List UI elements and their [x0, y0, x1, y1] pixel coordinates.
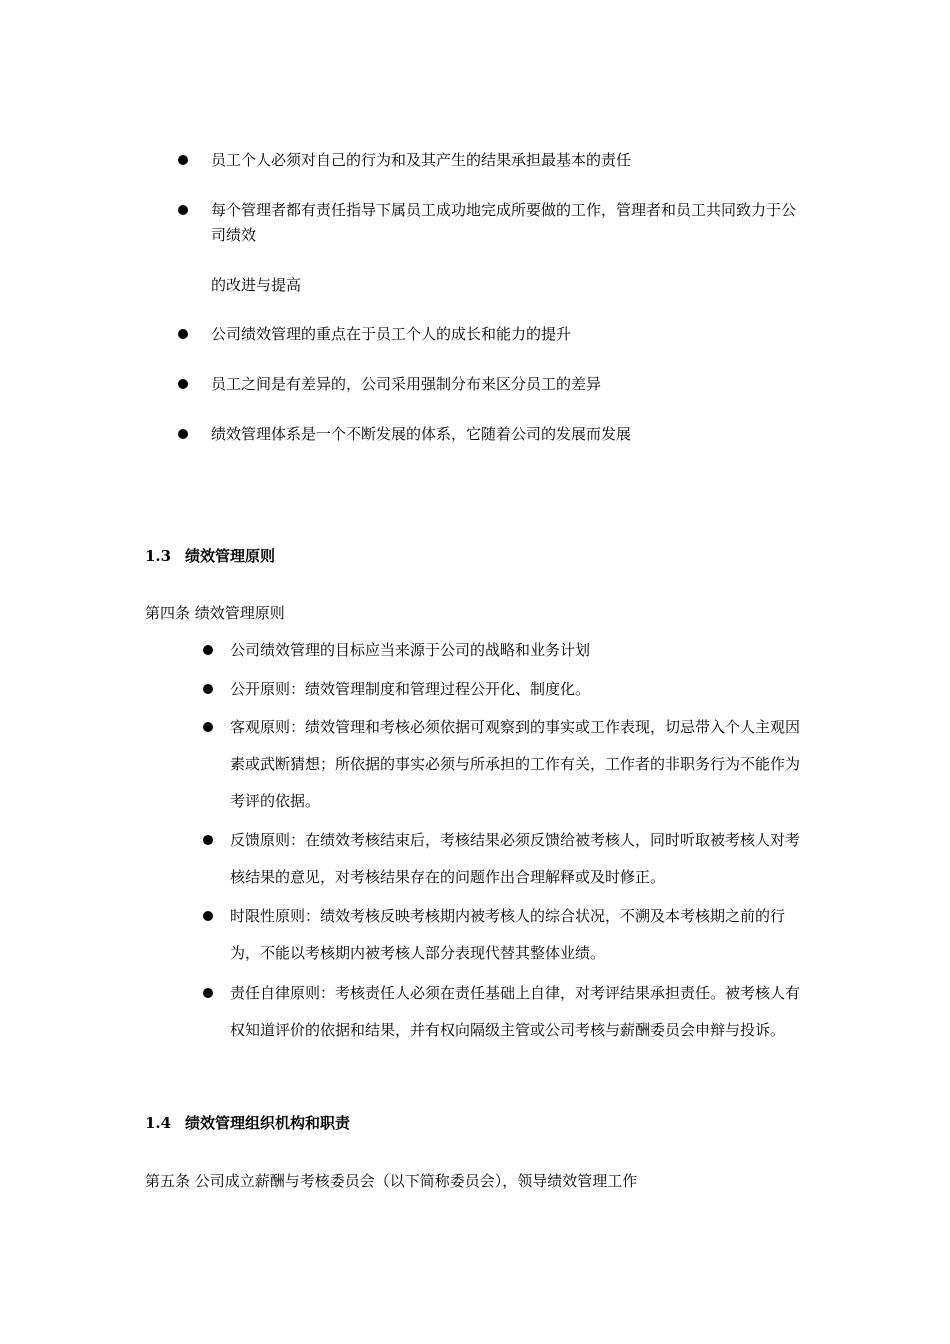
section-heading [145, 1112, 350, 1133]
bullet-icon [178, 429, 188, 439]
list-item-text: 员工个人必须对自己的行为和及其产生的结果承担最基本的责任 [211, 151, 632, 169]
bullet-icon [203, 835, 213, 845]
list-item-text: 绩效管理体系是一个不断发展的体系，它随着公司的发展而发展 [211, 425, 632, 443]
list-item [178, 148, 818, 173]
section-number: 1.4 [145, 1114, 172, 1132]
list-item-text: 时限性原则：绩效考核反映考核期内被考核人的综合状况，不溯及本考核期之前的行为，不能以考核期内被考核人部分表现代替其整体业绩。 [230, 907, 786, 962]
list-item [203, 975, 813, 1049]
list-item [203, 898, 813, 972]
list-item-continuation: 的改进与提高 [211, 276, 302, 294]
section-title: 绩效管理原则 [185, 547, 276, 565]
bullet-icon [178, 379, 188, 389]
list-item-text: 公司绩效管理的重点在于员工个人的成长和能力的提升 [211, 325, 572, 343]
bullet-icon [178, 205, 188, 215]
list-item-text: 员工之间是有差异的，公司采用强制分布来区分员工的差异 [211, 375, 602, 393]
section-heading [145, 545, 275, 566]
list-item [203, 671, 813, 708]
bullet-icon [203, 722, 213, 732]
list-item [178, 322, 818, 347]
list-item [203, 632, 813, 669]
list-item [178, 422, 818, 447]
list-item-text: 客观原则：绩效管理和考核必须依据可观察到的事实或工作表现，切忌带入个人主观因素或武断猜想；所依据的事实必须与所承担的工作有关，工作者的非职务行为不能作为考评的依据。 [230, 718, 801, 810]
bullet-icon [178, 155, 188, 165]
section-number: 1.3 [145, 547, 172, 565]
bullet-icon [203, 684, 213, 694]
list-item [178, 198, 810, 248]
bullet-icon [178, 329, 188, 339]
list-item-text: 公司绩效管理的目标应当来源于公司的战略和业务计划 [230, 641, 591, 659]
bullet-icon [203, 988, 213, 998]
list-item [203, 822, 813, 896]
list-item-text: 反馈原则：在绩效考核结束后，考核结果必须反馈给被考核人，同时听取被考核人对考核结果的意见，对考核结果存在的问题作出合理解释或及时修正。 [230, 831, 801, 886]
section-title: 绩效管理组织机构和职责 [185, 1114, 351, 1132]
list-item-text: 责任自律原则：考核责任人必须在责任基础上自律，对考评结果承担责任。被考核人有权知道评价的依据和结果，并有权向隔级主管或公司考核与薪酬委员会申辩与投诉。 [230, 984, 801, 1039]
list-item [178, 372, 818, 397]
bullet-icon [203, 911, 213, 921]
list-item-text: 公开原则：绩效管理制度和管理过程公开化、制度化。 [230, 680, 591, 698]
list-item-text: 每个管理者都有责任指导下属员工成功地完成所要做的工作，管理者和员工共同致力于公司绩效 [211, 201, 797, 244]
list-item [203, 709, 813, 820]
bullet-icon [203, 645, 213, 655]
article-title: 第五条 公司成立薪酬与考核委员会（以下简称委员会），领导绩效管理工作 [145, 1172, 638, 1190]
article-title: 第四条 绩效管理原则 [145, 604, 285, 622]
